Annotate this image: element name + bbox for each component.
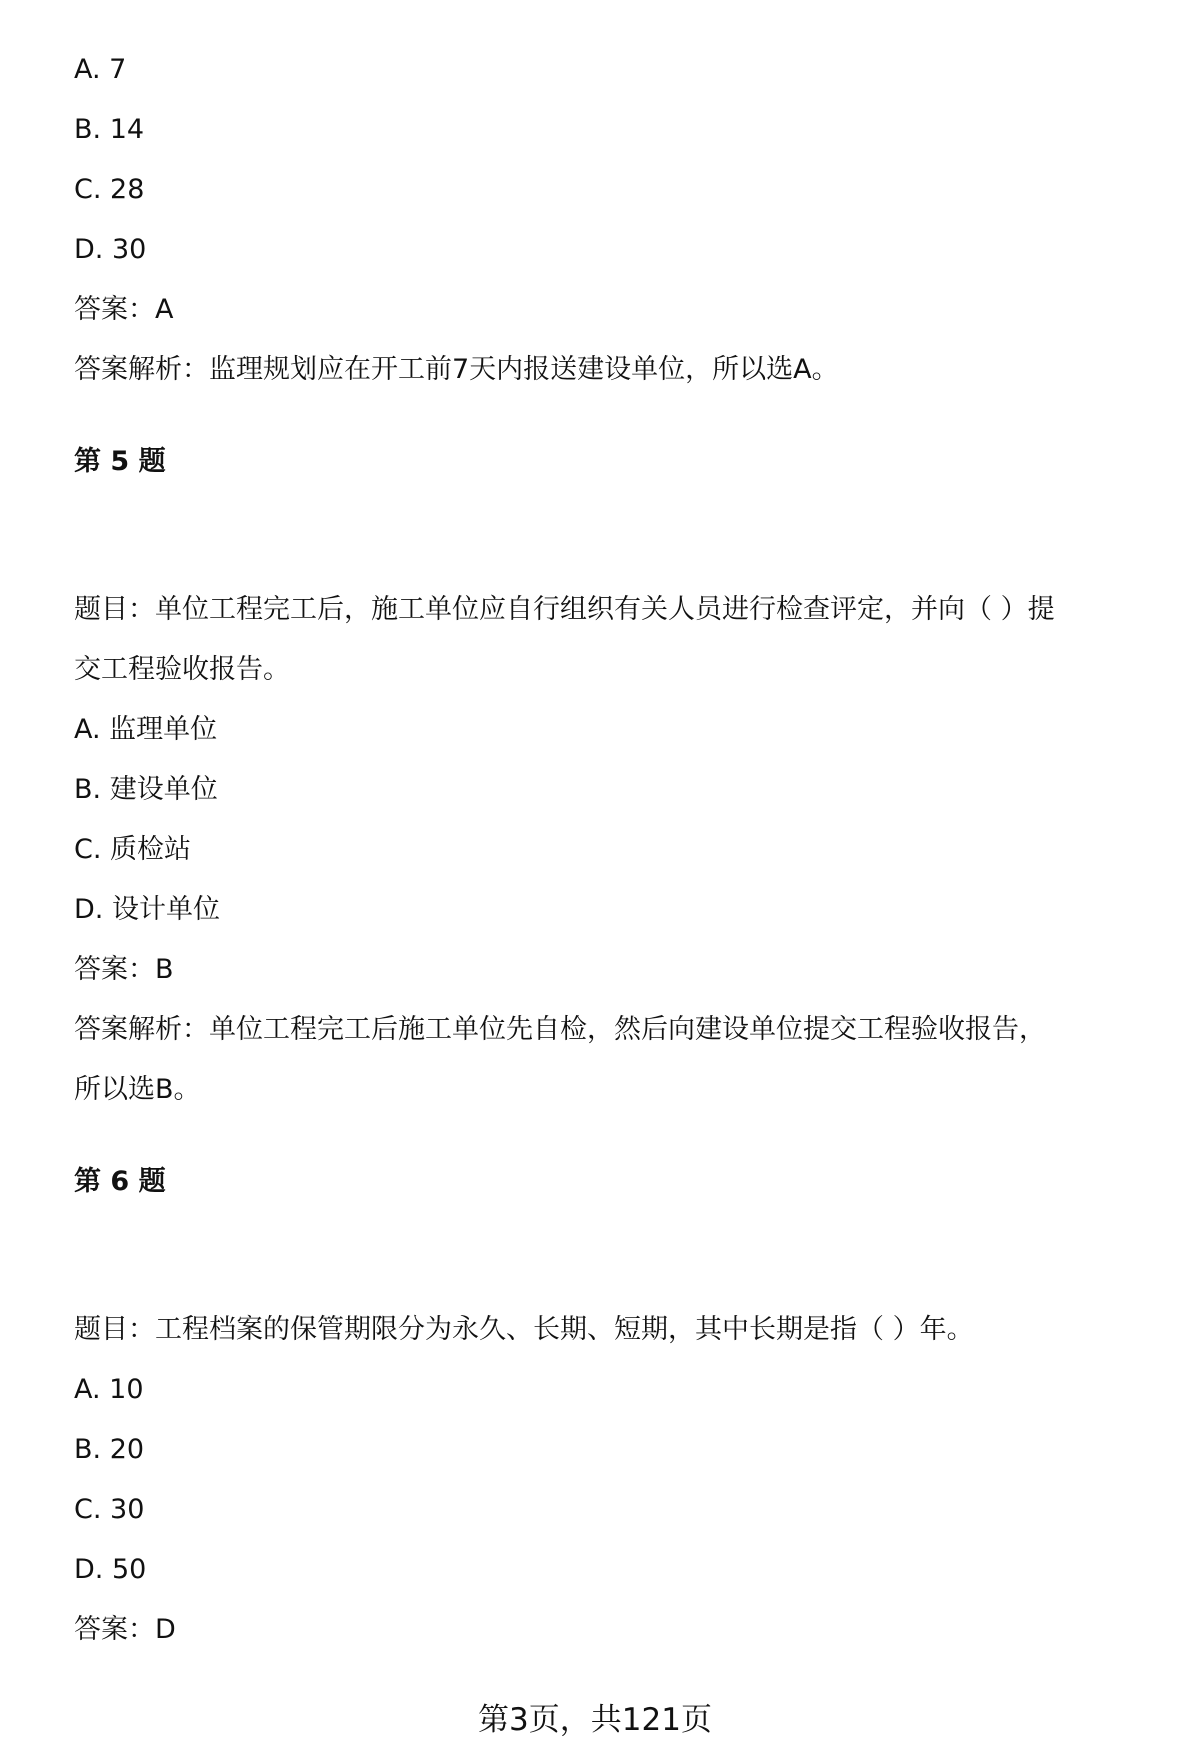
q6-answer: 答案：D (74, 1614, 176, 1645)
prev-option-b: B. 14 (74, 114, 145, 145)
prev-option-d: D. 30 (74, 234, 147, 265)
q5-explanation-line2: 所以选B。 (74, 1074, 201, 1105)
q6-option-d: D. 50 (74, 1554, 147, 1585)
q6-question: 题目：工程档案的保管期限分为永久、长期、短期，其中长期是指（ ）年。 (74, 1314, 974, 1345)
q6-option-b: B. 20 (74, 1434, 145, 1465)
q5-heading: 第 5 题 (74, 446, 166, 477)
q5-explanation-line1: 答案解析：单位工程完工后施工单位先自检，然后向建设单位提交工程验收报告， (74, 1014, 1046, 1045)
prev-explanation: 答案解析：监理规划应在开工前7天内报送建设单位，所以选A。 (74, 354, 839, 385)
q6-option-a: A. 10 (74, 1374, 144, 1405)
prev-option-c: C. 28 (74, 174, 145, 205)
q5-option-a: A. 监理单位 (74, 714, 218, 745)
q5-option-d: D. 设计单位 (74, 894, 220, 925)
prev-answer: 答案：A (74, 294, 174, 325)
q5-question-line2: 交工程验收报告。 (74, 654, 290, 685)
prev-option-a: A. 7 (74, 54, 127, 85)
q6-option-c: C. 30 (74, 1494, 145, 1525)
q5-option-c: C. 质检站 (74, 834, 192, 865)
q5-option-b: B. 建设单位 (74, 774, 218, 805)
q5-answer: 答案：B (74, 954, 174, 985)
page-number: 第3页，共121页 (478, 1702, 712, 1738)
q6-heading: 第 6 题 (74, 1166, 166, 1197)
q5-question-line1: 题目：单位工程完工后，施工单位应自行组织有关人员进行检查评定，并向（ ）提 (74, 594, 1055, 625)
